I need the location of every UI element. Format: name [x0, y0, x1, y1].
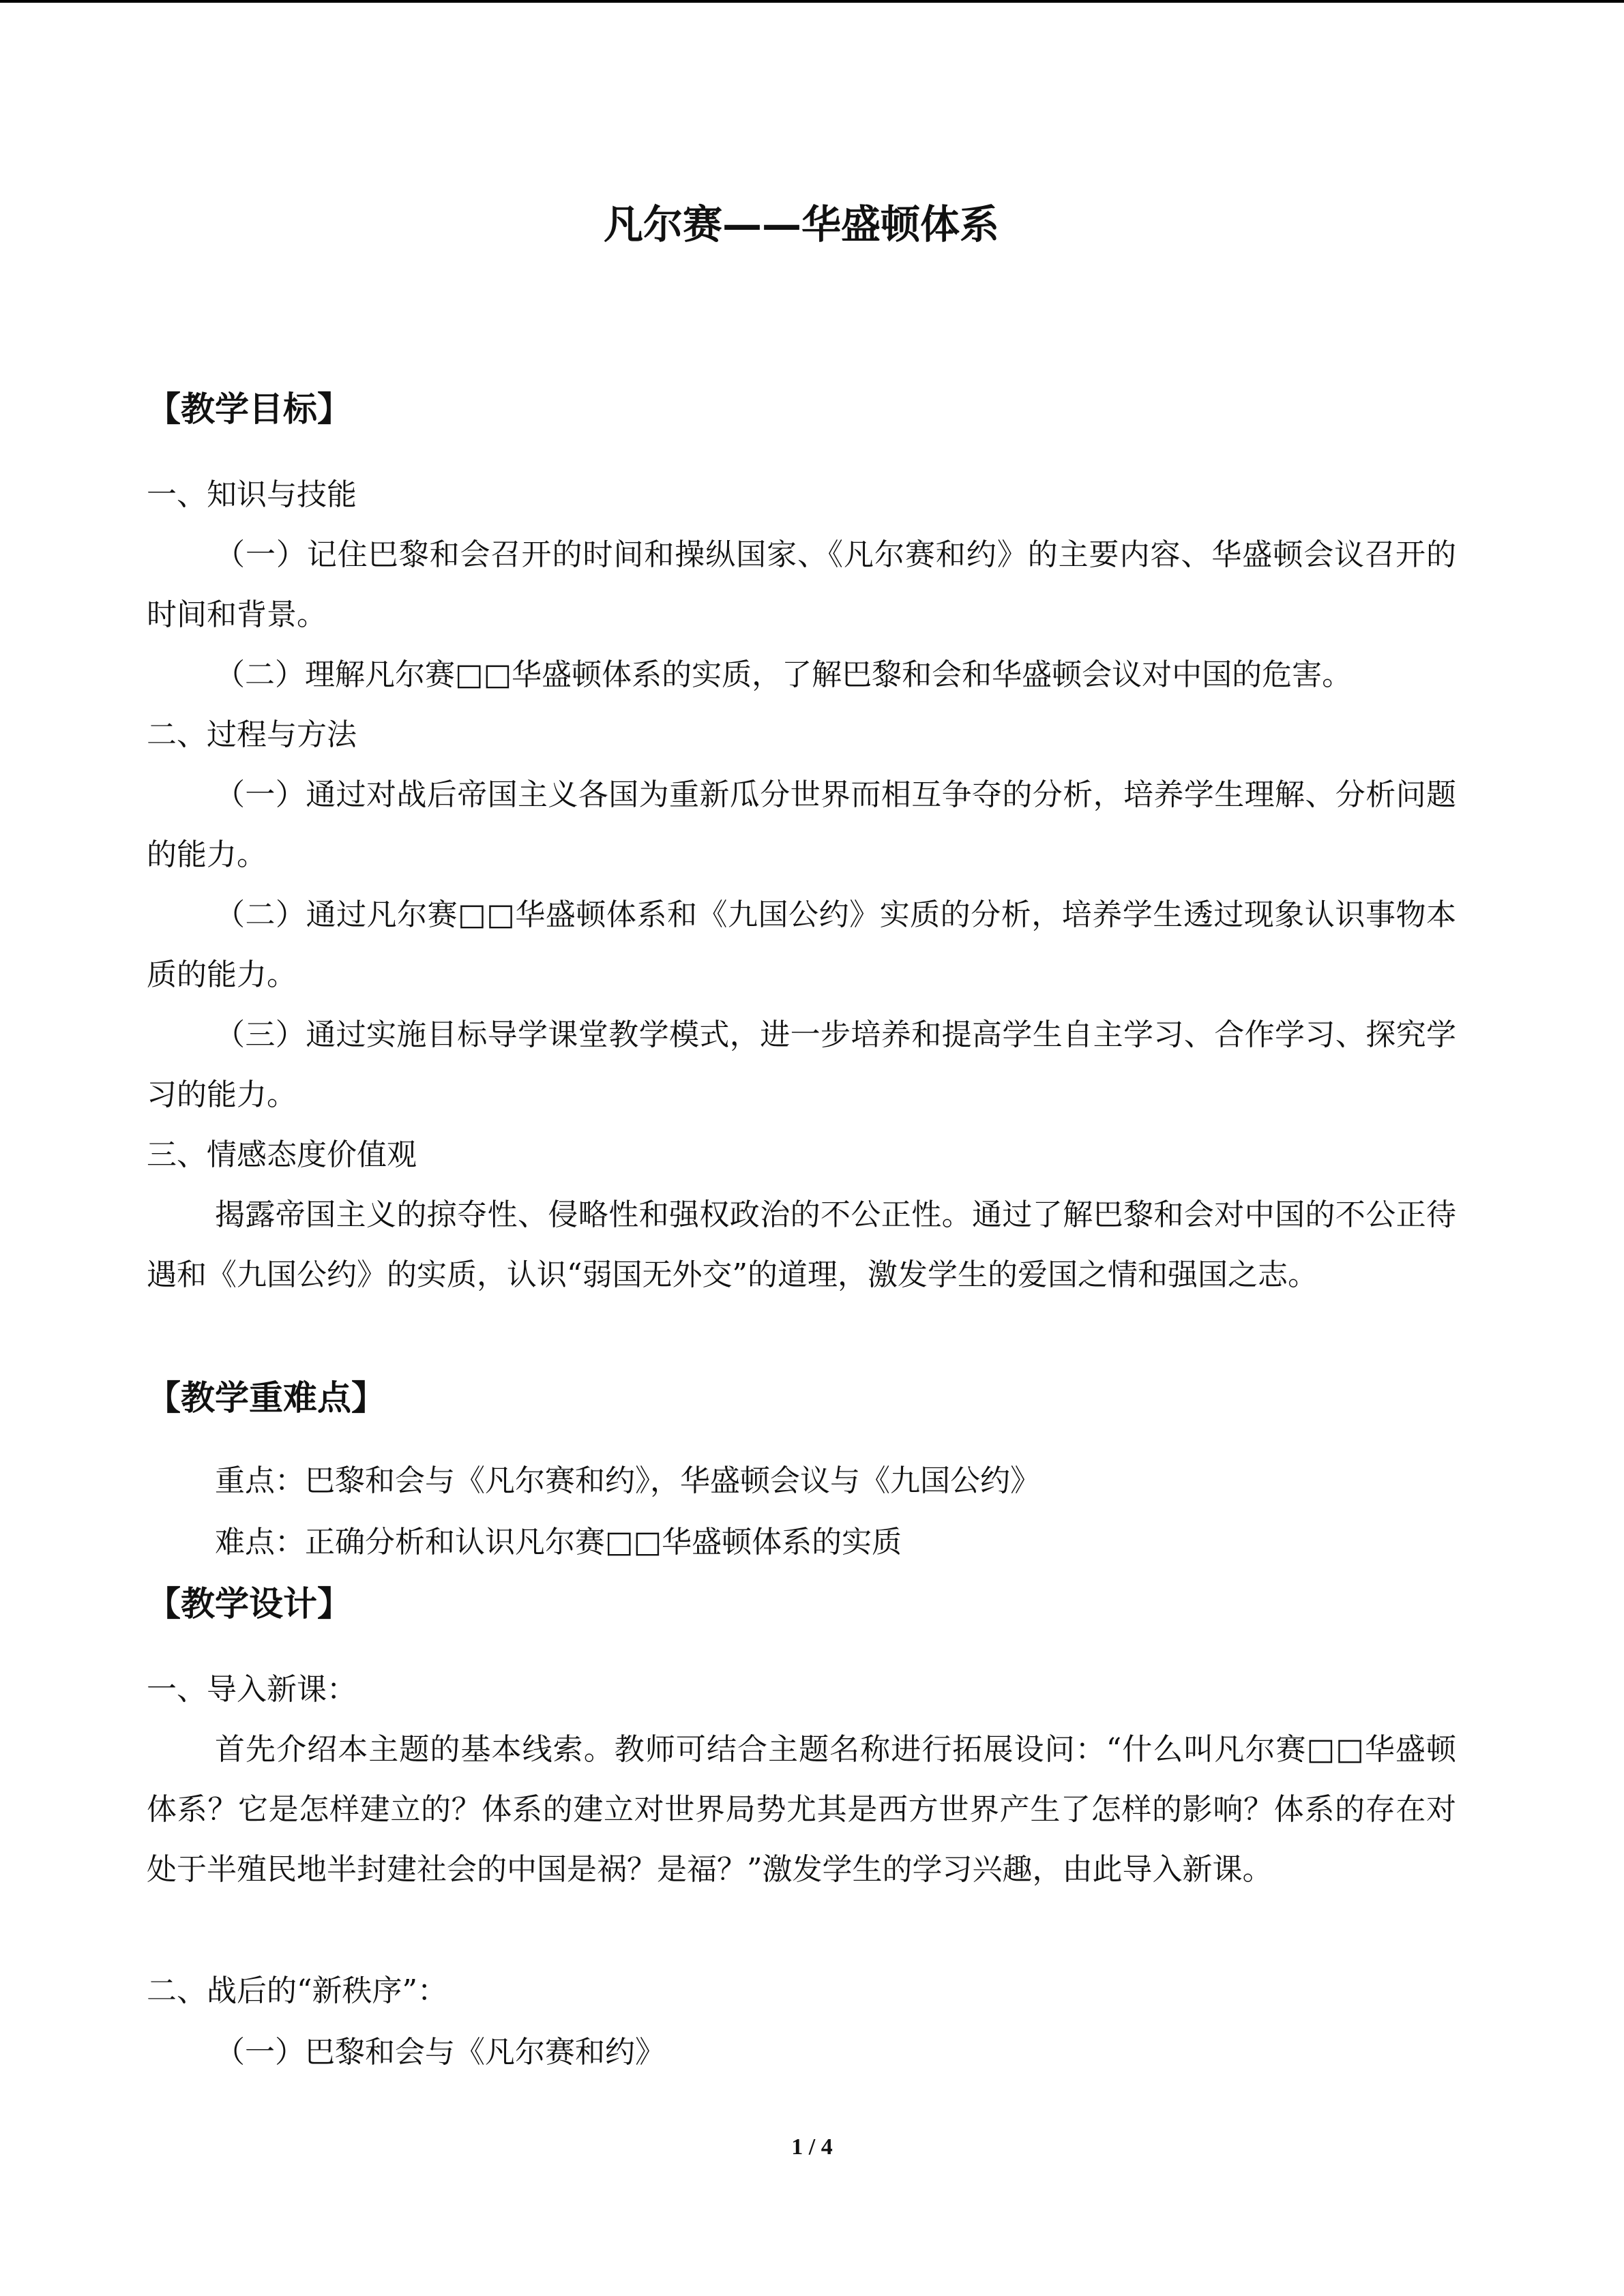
key-focus-line: 重点：巴黎和会与《凡尔赛和约》，华盛顿会议与《九国公约》 [215, 1463, 1040, 1498]
goals-paragraph-5: （三）通过实施目标导学课堂教学模式，进一步培养和提高学生自主学习、合作学习、探究学习的能力。 [147, 1017, 1456, 1112]
page-number: 1 / 4 [791, 2134, 833, 2160]
goals-subheading-knowledge: 一、知识与技能 [147, 477, 357, 512]
goals-paragraph-4: （二）通过凡尔赛□□华盛顿体系和《九国公约》实质的分析，培养学生透过现象认识事物本质的能力。 [147, 897, 1456, 992]
section-heading-goals: 【教学目标】 [147, 389, 351, 429]
design-subsection-1: （一）巴黎和会与《凡尔赛和约》 [215, 2035, 665, 2070]
goals-paragraph-3: （一）通过对战后帝国主义各国为重新瓜分世界而相互争夺的分析，培养学生理解、分析问题的能力。 [147, 777, 1456, 872]
goals-subheading-process: 二、过程与方法 [147, 717, 357, 752]
section-heading-design: 【教学设计】 [147, 1584, 351, 1624]
goals-paragraph-6: 揭露帝国主义的掠夺性、侵略性和强权政治的不公正性。通过了解巴黎和会对中国的不公正待遇和《九国公约》的实质，认识“弱国无外交”的道理，激发学生的爱国之情和强国之志。 [147, 1197, 1456, 1292]
goals-paragraph-2: （二）理解凡尔赛□□华盛顿体系的实质，了解巴黎和会和华盛顿会议对中国的危害。 [215, 657, 1353, 692]
key-difficulty-line: 难点：正确分析和认识凡尔赛□□华盛顿体系的实质 [215, 1525, 902, 1560]
design-subheading-new-order: 二、战后的“新秩序”： [147, 1973, 447, 2008]
design-subheading-intro: 一、导入新课： [147, 1672, 357, 1707]
goals-subheading-values: 三、情感态度价值观 [147, 1137, 417, 1172]
goals-paragraph-1: （一）记住巴黎和会召开的时间和操纵国家、《凡尔赛和约》的主要内容、华盛顿会议召开的时间和背景。 [147, 537, 1456, 632]
document-title: 凡尔赛——华盛顿体系 [603, 201, 999, 248]
section-heading-key-points: 【教学重难点】 [147, 1378, 385, 1418]
top-border-line [0, 0, 1624, 3]
design-paragraph-1: 首先介绍本主题的基本线索。教师可结合主题名称进行拓展设问：“什么叫凡尔赛□□华盛顿体系？它是怎样建立的？体系的建立对世界局势尤其是西方世界产生了怎样的影响？体系的存在对处于半殖民地半封建社会的中国是祸？是福？”激发学生的学习兴趣，由此导入新课。 [147, 1732, 1456, 1887]
